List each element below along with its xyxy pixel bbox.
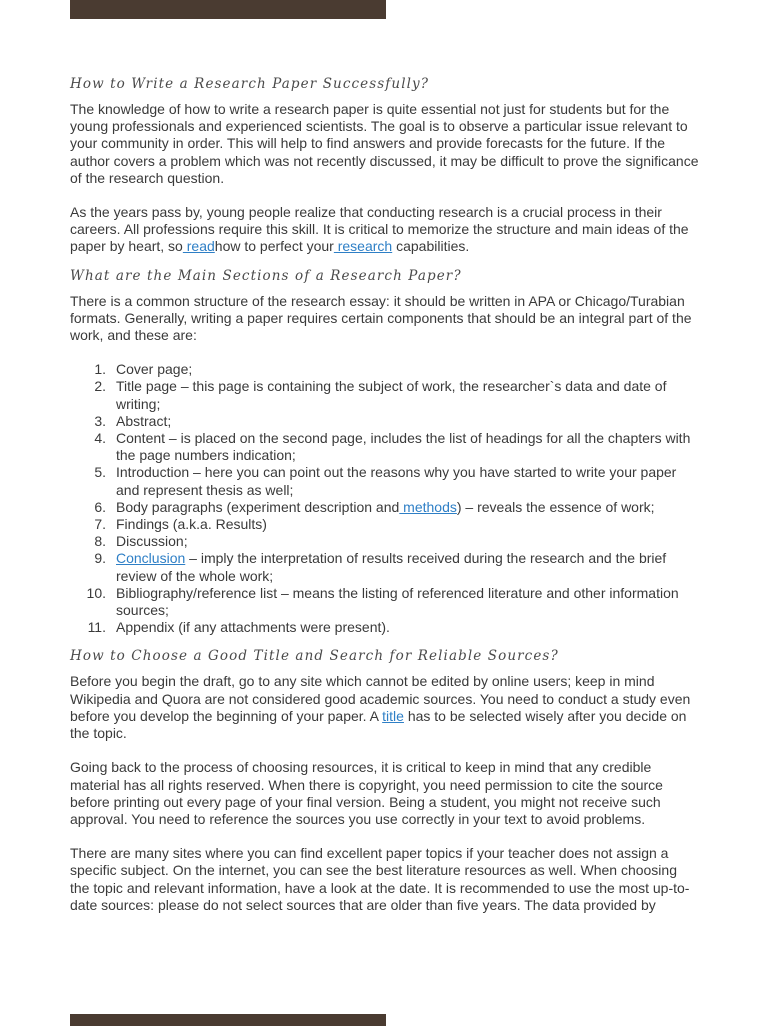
- top-decorative-bar: [70, 0, 386, 19]
- paragraph: There are many sites where you can find excellent paper topics if your teacher does not assign a specific subject. On the internet, you can see the best literature resources as well. When choosing the topic and relevant information, have a look at the date. It is recommended to use the most up-to-date sources: please do not select sources that are older than five years. The data provided by: [70, 845, 690, 913]
- list-item: 3. Abstract;: [94, 412, 172, 429]
- conclusion-link[interactable]: Conclusion: [116, 550, 186, 567]
- title-link[interactable]: title: [382, 707, 404, 724]
- list-item: 5. Introduction – here you can point out the reasons why you have started to write your paper and represent thesis as well;: [94, 464, 677, 498]
- list-item: 4. Content – is placed on the second page, includes the list of headings for all the chapters with the page numbers indication;: [94, 430, 691, 464]
- paragraph: Before you begin the draft, go to any site which cannot be edited by online users; keep in mind Wikipedia and Quora are not considered good academic sources. You need to conduct a study even before you develop the beginning of your paper. A title has to be selected wisely after you decide on the topic.: [70, 673, 691, 742]
- list-item: 11. Appendix (if any attachments were present).: [87, 619, 390, 636]
- methods-link[interactable]: methods: [399, 498, 457, 515]
- document-body: [70, 74, 700, 914]
- list-item: 9. Conclusion – imply the interpretation of results received during the research and the brief review of the whole work;: [94, 550, 667, 584]
- paragraph: There is a common structure of the research essay: it should be written in APA or Chicago/Turabian formats. Generally, writing a paper requires certain components that should be an integral part of the work, and these are:: [70, 292, 692, 344]
- list-item: 6. Body paragraphs (experiment description and methods) – reveals the essence of work;: [94, 498, 655, 515]
- paragraph: As the years pass by, young people realize that conducting research is a crucial process in their careers. All professions require this skill. It is critical to memorize the structure and main ideas of the paper by heart, so readhow to perfect your research capabilities.: [70, 204, 689, 255]
- paragraph: Going back to the process of choosing resources, it is critical to keep in mind that any credible material has all rights reserved. When there is copyright, you need permission to cite the source before printing out every page of your final version. Being a student, you might not receive such approval. You need to reference the sources you use correctly in your text to avoid problems.: [70, 759, 663, 827]
- sections-list: [70, 361, 700, 636]
- list-item: 2. Title page – this page is containing the subject of work, the researcher`s data and date of writing;: [94, 378, 667, 412]
- section-heading-title-sources: How to Choose a Good Title and Search for Reliable Sources?: [70, 648, 559, 665]
- paragraph: The knowledge of how to write a research paper is quite essential not just for students but for the young professionals and experienced scientists. The goal is to observe a particular issue relevant to your community in order. This will help to find answers and provide forecasts for the future. If the author covers a problem which was not recently discussed, it may be difficult to prove the significance of the research question.: [70, 101, 699, 186]
- section-heading-write: How to Write a Research Paper Successfully?: [70, 76, 430, 92]
- read-link[interactable]: read: [182, 238, 215, 255]
- research-link[interactable]: research: [333, 238, 393, 255]
- list-item: 10. Bibliography/reference list – means the listing of referenced literature and other information sources;: [86, 584, 679, 619]
- section-heading-sections: What are the Main Sections of a Research Paper?: [70, 267, 462, 284]
- bottom-decorative-bar: [70, 1014, 386, 1026]
- list-item: 8. Discussion;: [94, 533, 188, 550]
- list-item: 7. Findings (a.k.a. Results): [94, 516, 267, 533]
- list-item: 1. Cover page;: [94, 361, 193, 378]
